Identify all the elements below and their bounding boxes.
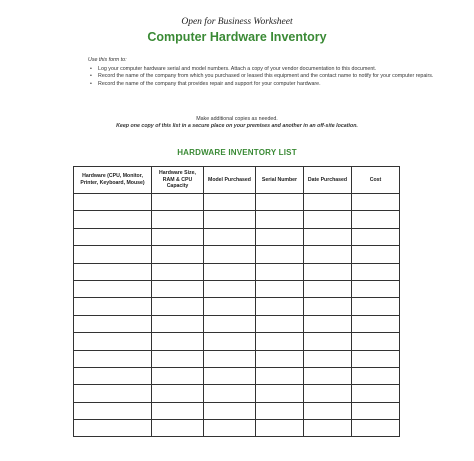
table-cell[interactable] xyxy=(204,385,256,402)
table-cell[interactable] xyxy=(352,385,400,402)
table-cell[interactable] xyxy=(204,228,256,245)
column-header-date: Date Purchased xyxy=(304,167,352,194)
column-header-model: Model Purchased xyxy=(204,167,256,194)
table-cell[interactable] xyxy=(256,350,304,367)
table-row xyxy=(74,385,400,402)
worksheet-title: Open for Business Worksheet xyxy=(181,17,293,27)
storage-note: Keep one copy of this list in a secure place on your premises and another in an off-site location. xyxy=(116,123,358,129)
table-row xyxy=(74,333,400,350)
table-cell[interactable] xyxy=(204,298,256,315)
table-cell[interactable] xyxy=(304,402,352,419)
table-cell[interactable] xyxy=(304,246,352,263)
table-row xyxy=(74,350,400,367)
table-row xyxy=(74,367,400,384)
table-cell[interactable] xyxy=(304,211,352,228)
table-cell[interactable] xyxy=(74,367,152,384)
table-cell[interactable] xyxy=(152,280,204,297)
column-header-cost: Cost xyxy=(352,167,400,194)
table-cell[interactable] xyxy=(152,333,204,350)
table-cell[interactable] xyxy=(304,194,352,211)
table-cell[interactable] xyxy=(152,385,204,402)
table-row xyxy=(74,263,400,280)
table-cell[interactable] xyxy=(204,263,256,280)
table-cell[interactable] xyxy=(204,402,256,419)
table-cell[interactable] xyxy=(204,211,256,228)
table-cell[interactable] xyxy=(152,315,204,332)
table-cell[interactable] xyxy=(204,333,256,350)
table-cell[interactable] xyxy=(256,315,304,332)
table-header-row xyxy=(74,167,400,194)
table-cell[interactable] xyxy=(352,420,400,437)
table-row xyxy=(74,194,400,211)
table-cell[interactable] xyxy=(204,367,256,384)
instruction-text: Record the name of the company from which you purchased or leased this equipment and the contact name to notify for your computer repairs. xyxy=(98,73,434,80)
instruction-text: Record the name of the company that provides repair and support for your computer hardware. xyxy=(98,80,321,87)
table-cell[interactable] xyxy=(152,420,204,437)
table-cell[interactable] xyxy=(352,367,400,384)
table-cell[interactable] xyxy=(304,333,352,350)
table-cell[interactable] xyxy=(304,280,352,297)
table-cell[interactable] xyxy=(352,263,400,280)
table-cell[interactable] xyxy=(352,402,400,419)
instruction-item xyxy=(88,66,448,73)
table-cell[interactable] xyxy=(304,228,352,245)
table-cell[interactable] xyxy=(204,280,256,297)
document-title: Computer Hardware Inventory xyxy=(147,30,327,44)
table-cell[interactable] xyxy=(204,315,256,332)
table-cell[interactable] xyxy=(352,246,400,263)
table-cell[interactable] xyxy=(74,211,152,228)
table-cell[interactable] xyxy=(74,228,152,245)
table-row xyxy=(74,402,400,419)
table-cell[interactable] xyxy=(256,333,304,350)
table-cell[interactable] xyxy=(352,350,400,367)
table-cell[interactable] xyxy=(304,367,352,384)
table-cell[interactable] xyxy=(152,367,204,384)
table-cell[interactable] xyxy=(352,211,400,228)
table-cell[interactable] xyxy=(304,315,352,332)
table-cell[interactable] xyxy=(304,350,352,367)
instructions-intro: Use this form to: xyxy=(88,57,127,63)
table-row xyxy=(74,280,400,297)
table-cell[interactable] xyxy=(74,194,152,211)
table-cell[interactable] xyxy=(152,246,204,263)
table-cell[interactable] xyxy=(256,402,304,419)
table-cell[interactable] xyxy=(152,228,204,245)
table-cell[interactable] xyxy=(74,333,152,350)
table-cell[interactable] xyxy=(74,385,152,402)
column-header-hardware: Hardware (CPU, Monitor, Printer, Keyboard, Mouse) xyxy=(74,167,152,194)
table-cell[interactable] xyxy=(352,194,400,211)
table-cell[interactable] xyxy=(256,246,304,263)
bullet-icon: • xyxy=(90,73,92,80)
table-cell[interactable] xyxy=(256,194,304,211)
table-cell[interactable] xyxy=(256,385,304,402)
instruction-item xyxy=(88,81,448,88)
column-header-serial: Serial Number xyxy=(256,167,304,194)
table-cell[interactable] xyxy=(256,420,304,437)
inventory-list-title: HARDWARE INVENTORY LIST xyxy=(177,148,297,157)
table-row xyxy=(74,211,400,228)
table-cell[interactable] xyxy=(352,315,400,332)
table-cell[interactable] xyxy=(152,402,204,419)
table-cell[interactable] xyxy=(74,298,152,315)
column-header-size-capacity: Hardware Size, RAM & CPU Capacity xyxy=(152,167,204,194)
table-cell[interactable] xyxy=(74,246,152,263)
table-cell[interactable] xyxy=(74,263,152,280)
table-cell[interactable] xyxy=(352,333,400,350)
table-cell[interactable] xyxy=(304,385,352,402)
table-cell[interactable] xyxy=(74,350,152,367)
table-cell[interactable] xyxy=(256,228,304,245)
table-cell[interactable] xyxy=(152,350,204,367)
bullet-icon: • xyxy=(90,80,92,87)
table-cell[interactable] xyxy=(74,280,152,297)
table-row xyxy=(74,298,400,315)
table-row xyxy=(74,228,400,245)
table-row xyxy=(74,315,400,332)
table-cell[interactable] xyxy=(152,263,204,280)
table-cell[interactable] xyxy=(256,367,304,384)
table-cell[interactable] xyxy=(204,194,256,211)
table-cell[interactable] xyxy=(74,402,152,419)
table-cell[interactable] xyxy=(152,194,204,211)
table-cell[interactable] xyxy=(352,228,400,245)
table-cell[interactable] xyxy=(304,298,352,315)
instruction-item xyxy=(88,73,448,80)
instructions-block xyxy=(88,57,448,88)
copies-note: Make additional copies as needed. xyxy=(196,116,278,122)
table-row xyxy=(74,420,400,437)
table-cell[interactable] xyxy=(152,298,204,315)
table-cell[interactable] xyxy=(204,420,256,437)
table-cell[interactable] xyxy=(152,211,204,228)
table-row xyxy=(74,246,400,263)
table-cell[interactable] xyxy=(204,350,256,367)
table-cell[interactable] xyxy=(204,246,256,263)
bullet-icon: • xyxy=(90,66,92,73)
table-cell[interactable] xyxy=(304,263,352,280)
table-cell[interactable] xyxy=(256,298,304,315)
table-cell[interactable] xyxy=(74,420,152,437)
table-cell[interactable] xyxy=(304,420,352,437)
table-cell[interactable] xyxy=(256,280,304,297)
table-cell[interactable] xyxy=(352,280,400,297)
table-cell[interactable] xyxy=(352,298,400,315)
inventory-table-body xyxy=(74,194,400,437)
table-cell[interactable] xyxy=(256,263,304,280)
instruction-text: Log your computer hardware serial and model numbers. Attach a copy of your vendor documentation to this document. xyxy=(98,66,377,73)
table-cell[interactable] xyxy=(74,315,152,332)
table-cell[interactable] xyxy=(256,211,304,228)
inventory-table xyxy=(73,166,400,437)
